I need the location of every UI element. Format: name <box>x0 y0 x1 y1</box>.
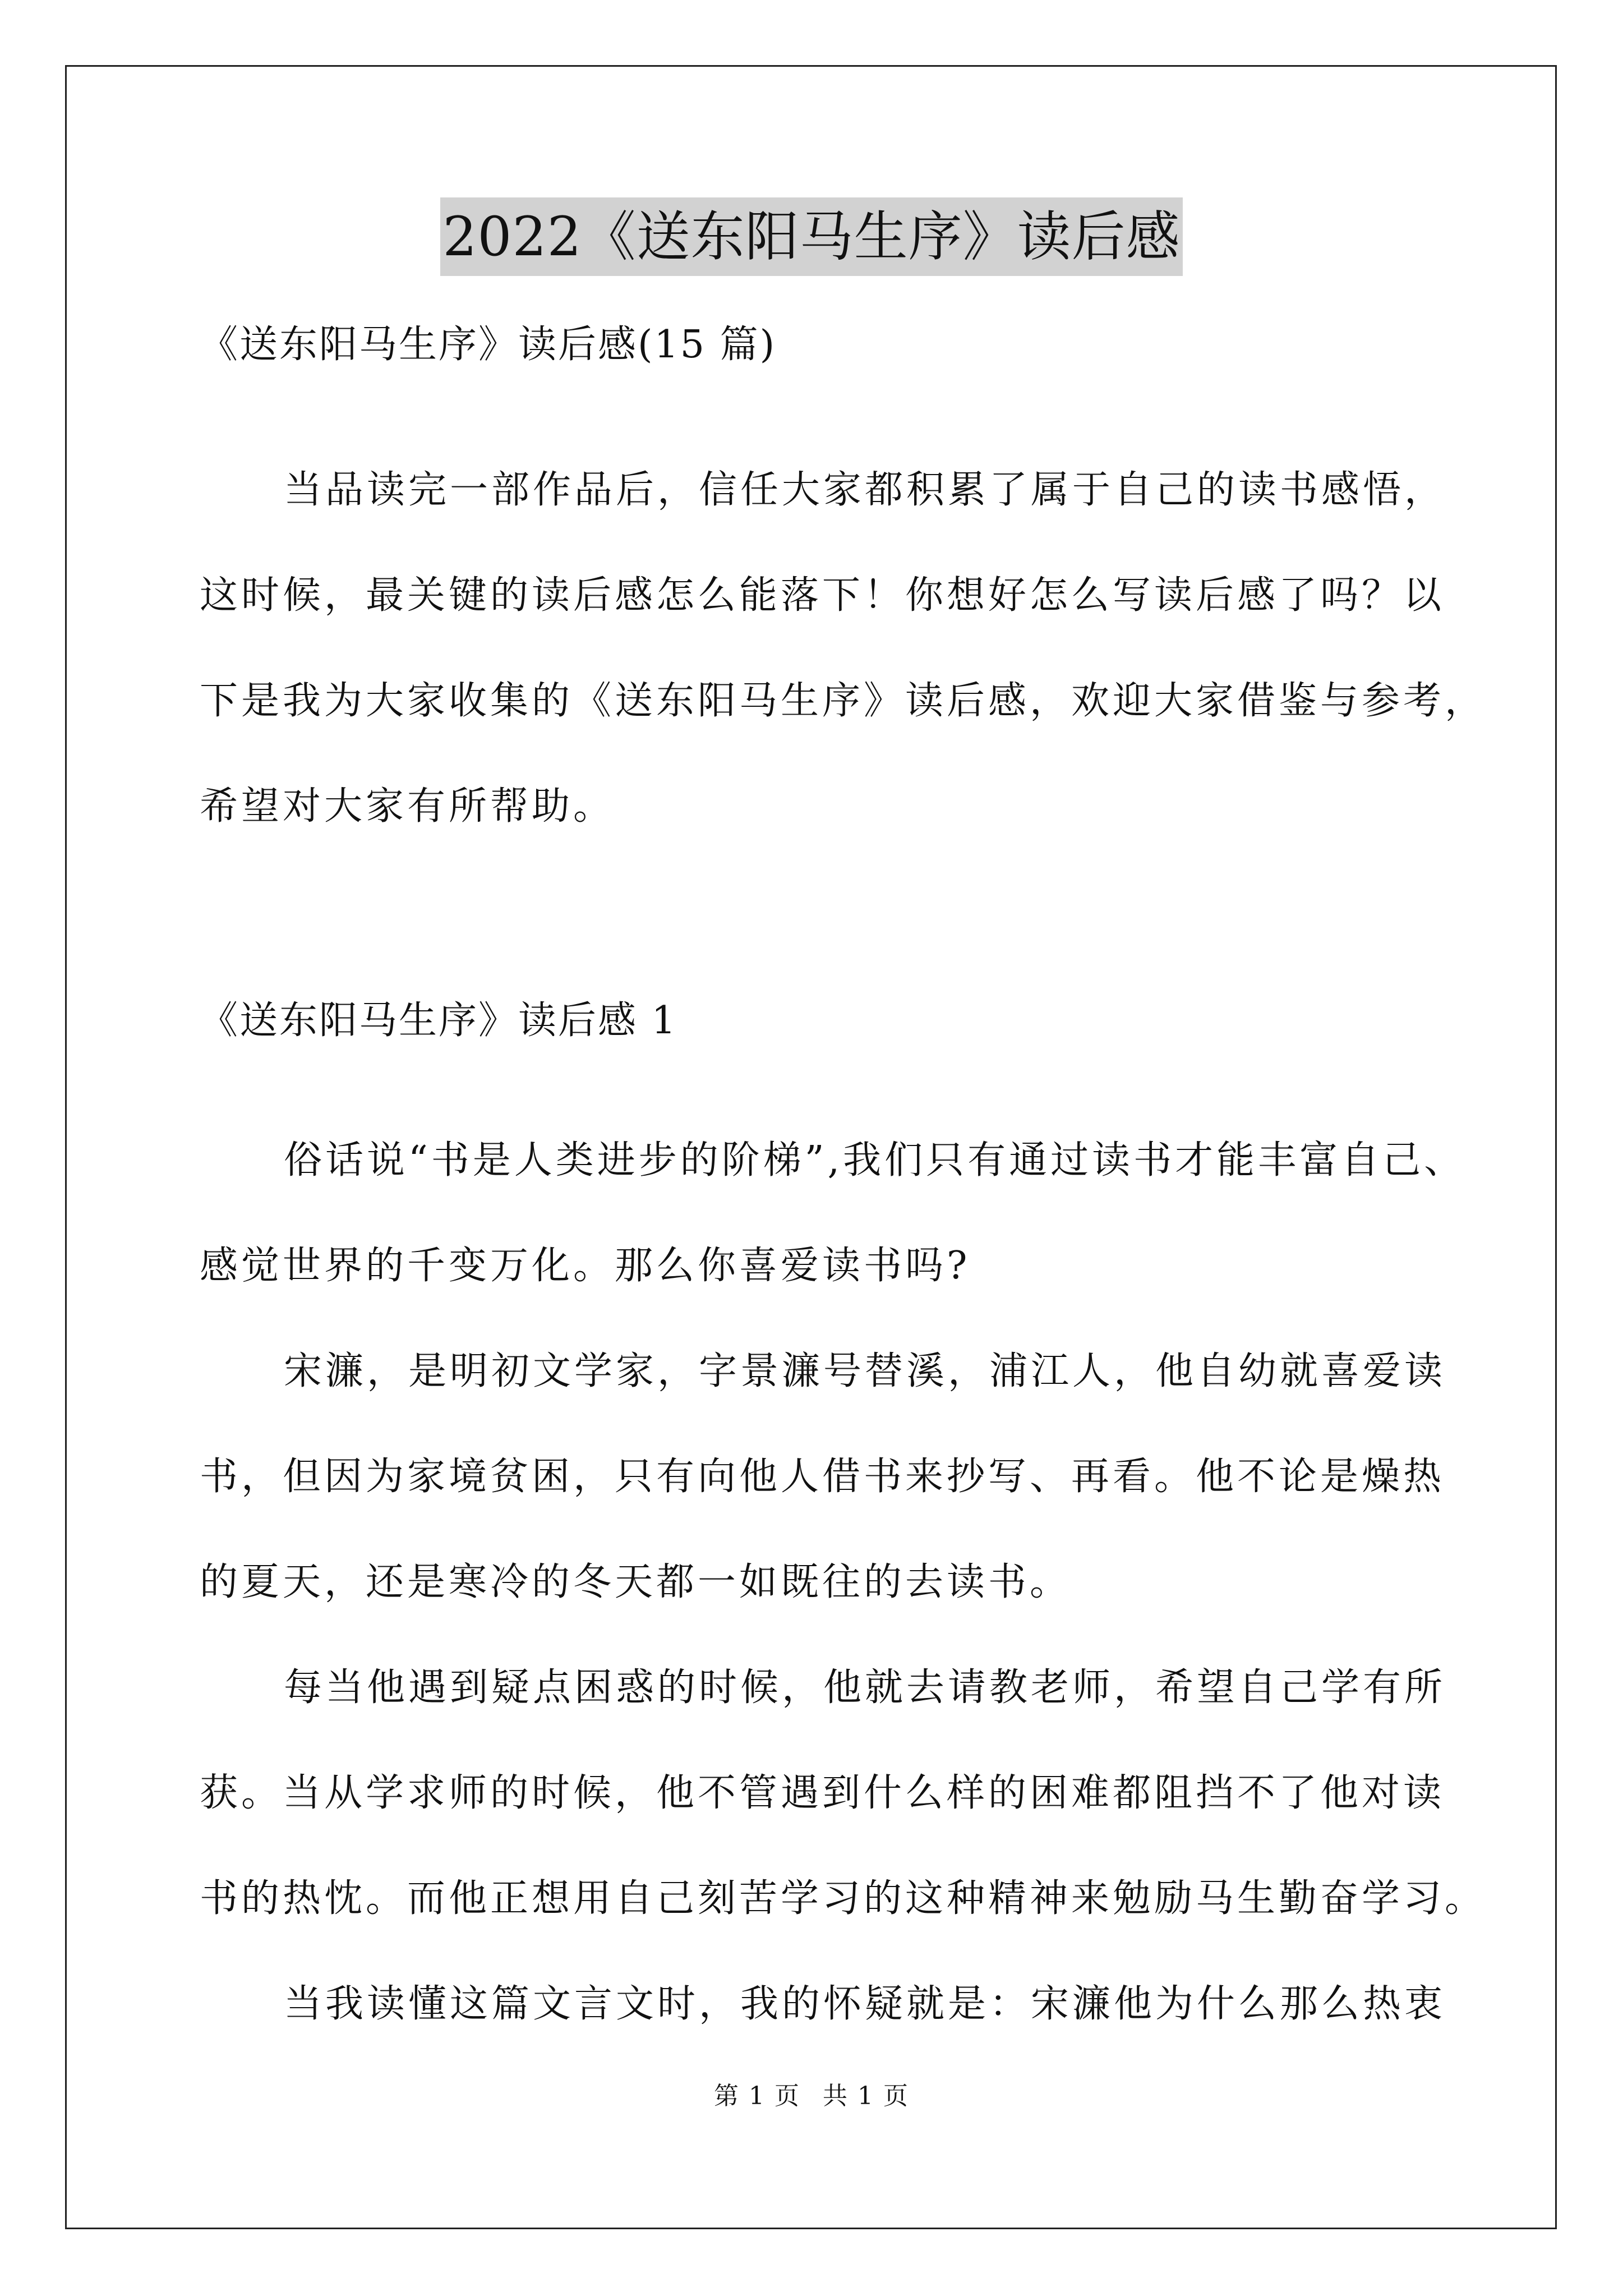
intro-line-3: 下是我为大家收集的《送东阳马生序》读后感，欢迎大家借鉴与参考， <box>200 679 1487 723</box>
paragraph-1-line-2: 感觉世界的千变万化。那么你喜爱读书吗? <box>200 1244 971 1288</box>
paragraph-3-line-3: 书的热忱。而他正想用自己刻苦学习的这种精神来勉励马生勤奋学习。 <box>200 1876 1487 1921</box>
paragraph-2-line-3: 的夏天，还是寒冷的冬天都一如既往的去读书。 <box>200 1560 1072 1604</box>
intro-line-4: 希望对大家有所帮助。 <box>200 784 615 829</box>
intro-paragraph <box>200 438 1487 859</box>
page-total: 共 1 页 <box>823 2082 909 2110</box>
intro-block <box>200 317 1439 373</box>
paragraph-3-line-2: 获。当从学求师的时候，他不管遇到什么样的困难都阻挡不了他对读 <box>200 1771 1445 1815</box>
intro-line-2: 这时候，最关键的读后感怎么能落下！你想好怎么写读后感了吗？以 <box>200 573 1445 618</box>
paragraph-2-line-1: 宋濂，是明初文学家，字景濂号替溪，浦江人，他自幼就喜爱读 <box>284 1349 1446 1393</box>
intro-line-1: 当品读完一部作品后，信任大家都积累了属于自己的读书感悟， <box>284 468 1446 512</box>
section-1-body <box>200 1108 1487 2057</box>
collection-subtitle: 《送东阳马生序》读后感(15 篇) <box>200 323 777 367</box>
paragraph-3-line-1: 每当他遇到疑点困惑的时候，他就去请教老师，希望自己学有所 <box>284 1665 1446 1710</box>
paragraph-2-line-2: 书，但因为家境贫困，只有向他人借书来抄写、再看。他不论是燥热 <box>200 1455 1445 1499</box>
paragraph-4-line-1: 当我读懂这篇文言文时，我的怀疑就是：宋濂他为什么那么热衷 <box>284 1982 1446 2026</box>
section-1-heading-block <box>200 993 1439 1049</box>
document-title: 2022《送东阳马生序》读后感 <box>440 197 1182 276</box>
page-footer <box>0 2076 1623 2111</box>
paragraph-1-line-1: 俗话说“书是人类进步的阶梯”,我们只有通过读书才能丰富自己、 <box>284 1138 1466 1182</box>
title-container <box>0 197 1623 276</box>
page-number: 第 1 页 <box>714 2082 800 2110</box>
section-1-title: 《送东阳马生序》读后感 1 <box>200 999 677 1043</box>
